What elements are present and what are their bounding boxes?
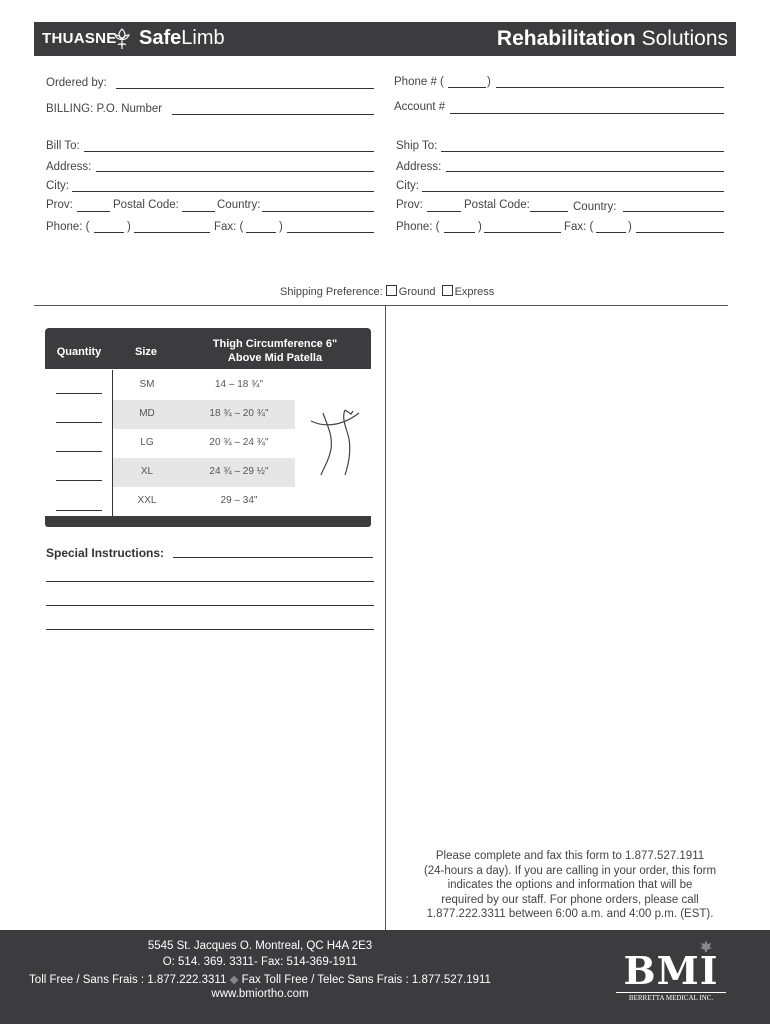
billing-po-label: BILLING: P.O. Number [46, 103, 163, 115]
bill-postal-label: Postal Code: [113, 199, 179, 211]
above-patella-header: Above Mid Patella [227, 352, 323, 364]
bmi-logo [616, 940, 726, 1000]
section-divider [34, 305, 728, 306]
thuasne-logo: THUASNE [42, 30, 117, 47]
bmi-subtitle: BERRETTA MEDICAL INC. [616, 992, 726, 1002]
bill-fax-label: Fax: ( [214, 221, 244, 233]
ship-country-label: Country: [573, 201, 617, 213]
size-cell: LG [140, 437, 154, 448]
size-cell: MD [139, 408, 155, 419]
bill-country-label: Country: [217, 199, 261, 211]
ship-to-field[interactable] [441, 151, 724, 152]
product-name-light: Limb [181, 27, 225, 49]
fax-note-line: 1.877.222.3311 between 6:00 a.m. and 4:00 p.m. (EST). [426, 908, 714, 921]
size-table-footer [45, 516, 371, 527]
bill-to-field[interactable] [84, 151, 374, 152]
fax-note-line: indicates the options and information that will be [447, 879, 693, 892]
footer-website[interactable] [40, 988, 480, 1000]
column-divider [385, 305, 386, 930]
phone-number-field[interactable] [496, 87, 724, 88]
fax-note-line: Please complete and fax this form to 1.877.527.1911 [435, 850, 705, 862]
bill-fax-field[interactable] [287, 232, 374, 233]
range-cell: 20 ¾ – 24 ¾" [209, 437, 269, 448]
phone-paren-close: ) [487, 76, 491, 88]
ship-fax-label: Fax: ( [564, 221, 594, 233]
footer-toll-free: Toll Free / Sans Frais : 1.877.222.3311 [29, 974, 227, 986]
shipping-preference [280, 285, 494, 298]
bill-address-field[interactable] [96, 171, 374, 172]
ship-prov-field[interactable] [427, 211, 461, 212]
bill-address-label: Address: [46, 161, 92, 173]
bill-city-label: City: [46, 180, 69, 192]
range-cell: 18 ¾ – 20 ¾" [209, 408, 269, 419]
bill-postal-field[interactable] [182, 211, 215, 212]
phone-label: Phone # ( [394, 76, 444, 88]
special-instructions-field-1[interactable] [173, 557, 373, 558]
range-cell: 14 – 18 ¾" [214, 379, 264, 390]
quantity-field-lg[interactable] [56, 451, 102, 452]
bill-prov-label: Prov: [46, 199, 73, 211]
fax-instructions [398, 849, 742, 922]
table-column-divider [112, 370, 113, 516]
bill-phone-paren: ) [127, 221, 131, 233]
ship-prov-label: Prov: [396, 199, 423, 211]
quantity-field-xl[interactable] [56, 480, 102, 481]
ground-checkbox[interactable] [386, 285, 397, 296]
quantity-header: Quantity [56, 346, 102, 358]
billing-po-field[interactable] [172, 114, 374, 115]
safelimb-logo [139, 27, 225, 50]
bill-phone-field[interactable] [134, 232, 210, 233]
special-instructions-field-4[interactable] [46, 629, 374, 630]
size-cell: XL [140, 466, 154, 477]
product-name-bold: Safe [139, 27, 182, 49]
website-link[interactable]: www.bmiortho.com [211, 988, 309, 1000]
ground-option-label: Ground [398, 286, 436, 298]
quantity-field-sm[interactable] [56, 393, 102, 394]
bill-country-field[interactable] [262, 211, 374, 212]
quantity-field-xxl[interactable] [56, 510, 102, 511]
quantity-field-md[interactable] [56, 422, 102, 423]
phone-area-code-field[interactable] [448, 87, 486, 88]
ship-fax-area-field[interactable] [596, 232, 626, 233]
bill-phone-area-field[interactable] [94, 232, 124, 233]
footer-phone-fax: O: 514. 369. 3311- Fax: 514-369-1911 [162, 956, 358, 968]
thigh-measurement-icon [305, 405, 367, 480]
header-bar [34, 22, 736, 56]
bill-fax-area-field[interactable] [246, 232, 276, 233]
ship-to-label: Ship To: [396, 140, 438, 152]
ship-phone-label: Phone: ( [396, 221, 440, 233]
fax-note-line: (24-hours a day). If you are calling in your order, this form [423, 864, 717, 877]
size-header: Size [134, 346, 157, 358]
ship-postal-field[interactable] [530, 211, 568, 212]
special-instructions-label: Special Instructions: [46, 546, 165, 560]
footer-bar [0, 930, 770, 1024]
ship-fax-paren: ) [628, 221, 632, 233]
express-checkbox[interactable] [442, 285, 453, 296]
thigh-circumference-header: Thigh Circumference 6" [212, 338, 338, 350]
ordered-by-field[interactable] [116, 88, 374, 89]
bmi-wordmark: BMI [623, 948, 719, 993]
tagline [497, 27, 728, 51]
ship-city-field[interactable] [422, 191, 724, 192]
ship-phone-paren: ) [478, 221, 482, 233]
tagline-light: Solutions [641, 27, 728, 50]
bill-city-field[interactable] [72, 191, 374, 192]
range-cell: 24 ¾ – 29 ½" [209, 466, 269, 477]
range-cell: 29 – 34" [220, 495, 258, 506]
footer-toll-free-line [20, 972, 500, 986]
ship-address-label: Address: [396, 161, 442, 173]
ship-postal-label: Postal Code: [464, 199, 530, 211]
footer-address: 5545 St. Jacques O. Montreal, QC H4A 2E3 [147, 940, 373, 952]
account-label: Account # [394, 101, 446, 113]
ship-fax-field[interactable] [636, 232, 724, 233]
diamond-icon: ◆ [229, 974, 239, 986]
bill-phone-label: Phone: ( [46, 221, 90, 233]
ship-phone-field[interactable] [484, 232, 561, 233]
size-cell: XXL [137, 495, 157, 506]
ship-address-field[interactable] [446, 171, 724, 172]
express-option-label: Express [454, 286, 495, 298]
ship-city-label: City: [396, 180, 419, 192]
special-instructions-field-3[interactable] [46, 605, 374, 606]
ship-country-field[interactable] [623, 211, 724, 212]
special-instructions-field-2[interactable] [46, 581, 374, 582]
bill-to-label: Bill To: [46, 140, 80, 152]
bill-fax-paren: ) [279, 221, 283, 233]
thuasne-flower-icon [112, 25, 132, 51]
size-table-header [45, 328, 371, 369]
size-cell: SM [139, 379, 155, 390]
bill-prov-field[interactable] [77, 211, 110, 212]
footer-fax-toll-free: Fax Toll Free / Telec Sans Frais : 1.877.527.1911 [241, 974, 491, 986]
account-field[interactable] [450, 113, 724, 114]
fax-note-line: required by our staff. For phone orders, please call [441, 893, 699, 906]
shipping-preference-label: Shipping Preference: [280, 286, 383, 298]
tagline-bold: Rehabilitation [496, 27, 636, 50]
ordered-by-label: Ordered by: [46, 77, 107, 89]
ship-phone-area-field[interactable] [444, 232, 475, 233]
